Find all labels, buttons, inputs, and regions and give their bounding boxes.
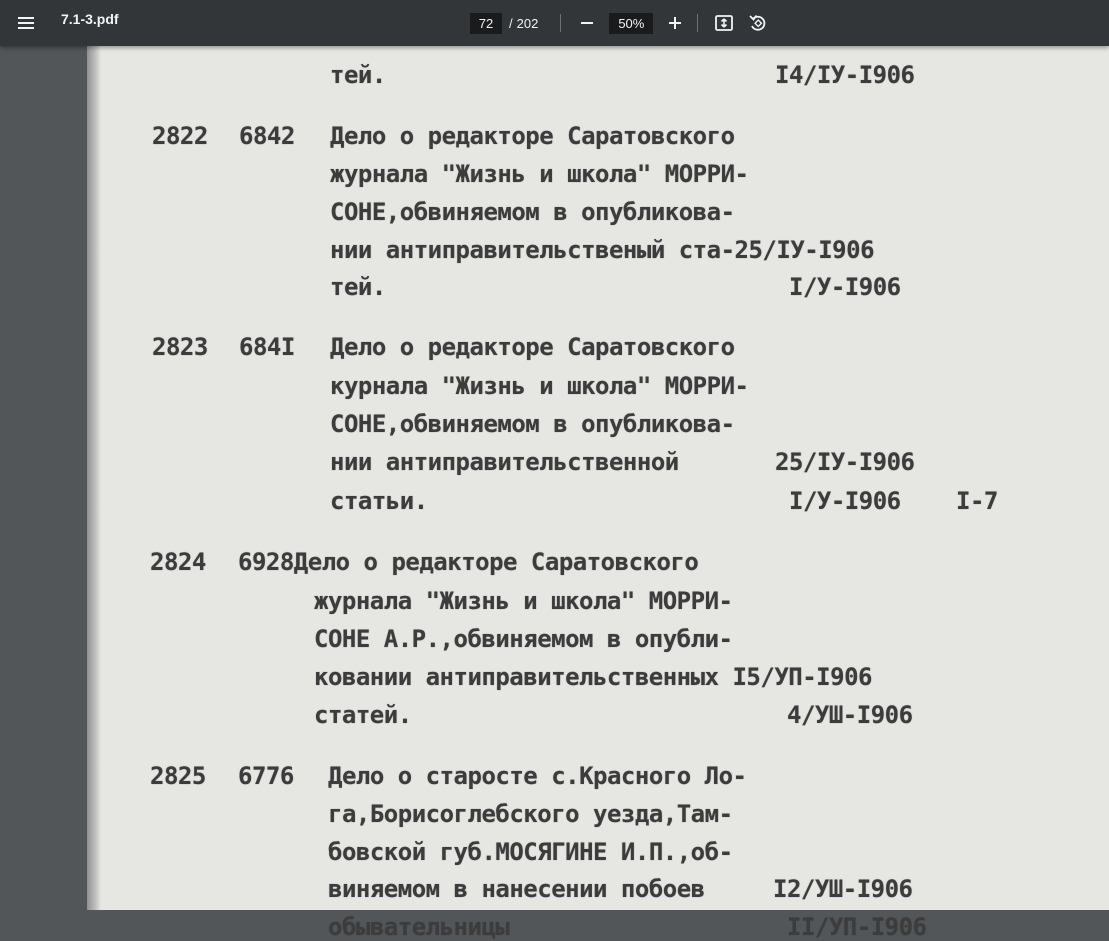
- document-line: Дело о редакторе Саратовского: [330, 122, 735, 150]
- document-line: ковании антиправительственных I5/УП-I906: [314, 663, 872, 691]
- document-title: 7.1-3.pdf: [61, 11, 119, 27]
- document-line: 2824: [150, 548, 206, 576]
- document-line: 684I: [239, 333, 295, 361]
- document-line: 6776: [238, 762, 294, 790]
- page-separator: /: [509, 15, 513, 31]
- document-line: бовской губ.МОСЯГИНЕ И.П.,об-: [328, 838, 733, 866]
- toolbar-divider: [560, 14, 561, 32]
- document-line: 2822: [152, 122, 208, 150]
- document-line: тей.: [330, 61, 386, 89]
- document-line: курнала "Жизнь и школа" МОРРИ-: [330, 372, 749, 400]
- document-line: обывательницы: [328, 913, 510, 941]
- page-controls: [470, 7, 770, 39]
- zoom-in-button[interactable]: [663, 11, 687, 35]
- rotate-button[interactable]: [746, 11, 770, 35]
- document-line: СОНЕ,обвиняемом в опубликова-: [330, 198, 735, 226]
- bleed-through-text: [387, 74, 652, 99]
- document-line: I/У-I906: [789, 487, 901, 515]
- document-line: статей.: [314, 701, 412, 729]
- document-line: Дело о старосте с.Красного Ло-: [328, 762, 747, 790]
- document-line: тей.: [330, 273, 386, 301]
- document-line: нии антиправительственый ста-25/IУ-I906: [330, 236, 875, 264]
- pdf-page: [87, 46, 1109, 941]
- document-line: СОНЕ А.Р.,обвиняемом в опубли-: [314, 625, 733, 653]
- document-line: Дело о редакторе Саратовского: [330, 333, 735, 361]
- document-line: виняемом в нанесении побоев: [328, 875, 705, 903]
- document-line: статьи.: [330, 487, 428, 515]
- document-line: га,Борисоглебского уезда,Там-: [328, 800, 733, 828]
- document-line: I/У-I906: [789, 273, 901, 301]
- document-line: СОНЕ,обвиняемом в опубликова-: [330, 410, 735, 438]
- document-line: 6842: [239, 122, 295, 150]
- document-line: нии антиправительственной: [330, 448, 679, 476]
- document-line: I-7: [956, 487, 998, 515]
- menu-icon[interactable]: [16, 14, 38, 32]
- fit-to-page-button[interactable]: [712, 11, 736, 35]
- pdf-toolbar: [0, 0, 1109, 46]
- document-line: 6928Дело о редакторе Саратовского: [238, 548, 699, 576]
- total-pages: 202: [516, 15, 539, 31]
- rotate-icon: [748, 13, 768, 33]
- document-line: журнала "Жизнь и школа" МОРРИ-: [314, 587, 733, 615]
- document-line: 25/IУ-I906: [775, 448, 915, 476]
- toolbar-divider: [697, 14, 698, 32]
- document-line: 4/УШ-I906: [787, 701, 913, 729]
- zoom-out-icon: [580, 16, 594, 30]
- zoom-level-input[interactable]: [609, 13, 653, 34]
- document-line: I2/УШ-I906: [773, 875, 913, 903]
- document-line: I4/IУ-I906: [775, 61, 915, 89]
- page-number-input[interactable]: [470, 13, 502, 34]
- document-line: 2825: [150, 762, 206, 790]
- document-line: 2823: [152, 333, 208, 361]
- document-line: II/УП-I906: [787, 913, 927, 941]
- fit-page-icon: [714, 13, 734, 33]
- zoom-out-button[interactable]: [575, 11, 599, 35]
- document-line: журнала "Жизнь и школа" МОРРИ-: [330, 160, 749, 188]
- zoom-in-icon: [668, 16, 682, 30]
